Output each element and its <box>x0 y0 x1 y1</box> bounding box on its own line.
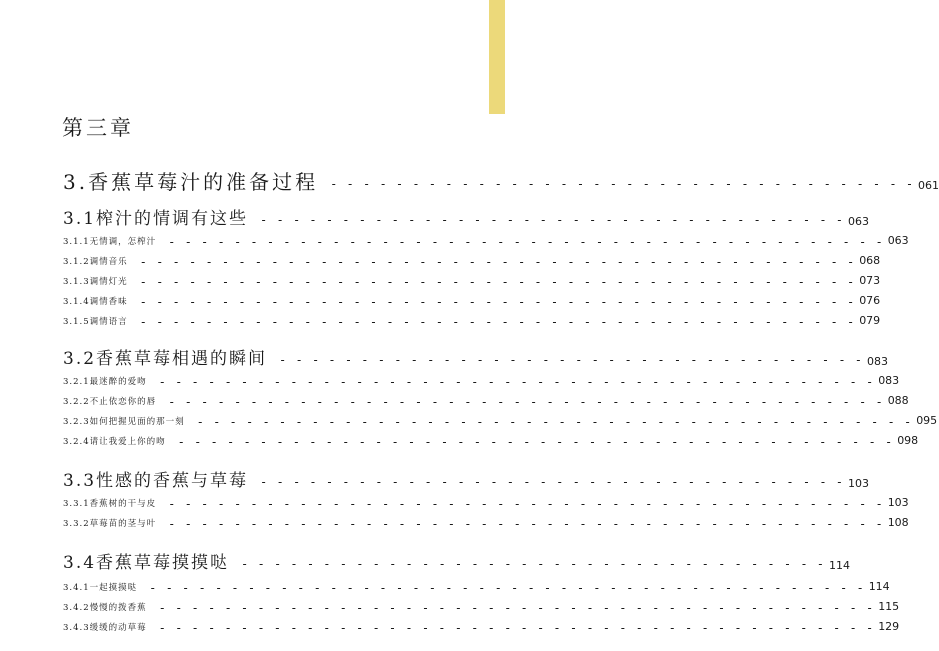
dash-leader: - - - - - - - - - - - - - - - - - - - - - - - - - - - - - - - - - - - - - - - - - - - - <box>158 375 875 389</box>
toc-entry-item[interactable] <box>63 516 909 531</box>
toc-entry-subsection[interactable] <box>63 466 869 491</box>
dash-leader: - - - - - - - - - - - - - - - - - - - - - - - - - - - - - - - - - - - - - - - - - - - - <box>168 517 884 531</box>
toc-entry-item[interactable] <box>63 294 881 309</box>
toc-entry-title: 3.2香蕉草莓相遇的瞬间 <box>63 349 268 369</box>
toc-entry-title: 3.2.1最迷醉的爱吻 <box>63 377 147 387</box>
toc-entry-page: 083 <box>867 355 888 368</box>
toc-entry-subsection[interactable] <box>63 548 850 573</box>
dash-leader: - - - - - - - - - - - - - - - - - - - - - - - - - - - - - - - - - - - - - - - - - - - - <box>168 235 884 249</box>
toc-entry-title: 3.3性感的香蕉与草莓 <box>63 471 249 491</box>
toc-entry-title: 3.3.2草莓苗的茎与叶 <box>63 519 157 529</box>
toc-entry-title: 3.3.1香蕉树的干与皮 <box>63 499 157 509</box>
toc-entry-item[interactable] <box>63 620 900 635</box>
dash-leader: - - - - - - - - - - - - - - - - - - - - - - - - - - - - - - - - - - - - - - - - - - - - <box>158 601 875 615</box>
chapter-title: 第三章 <box>62 116 134 140</box>
toc-entry-title: 3.2.3如何把握见面的那一刻 <box>63 417 185 427</box>
toc-entry-page: 073 <box>859 274 881 287</box>
dash-leader: - - - - - - - - - - - - - - - - - - - - - - - - - - - - - - - - - - - - <box>260 475 844 489</box>
dash-leader: - - - - - - - - - - - - - - - - - - - - - - - - - - - - - - - - - - - - - - - - - - - - <box>149 581 865 595</box>
toc-entry-item[interactable] <box>63 394 909 409</box>
toc-entry-page: 079 <box>859 314 881 327</box>
toc-entry-item[interactable] <box>63 374 900 389</box>
toc-entry-title: 3.4.1一起摸摸哒 <box>63 583 138 593</box>
toc-entry-page: 068 <box>859 254 881 267</box>
dash-leader: - - - - - - - - - - - - - - - - - - - - - - - - - - - - - - - - - - - - <box>330 177 915 191</box>
dash-leader: - - - - - - - - - - - - - - - - - - - - - - - - - - - - - - - - - - - - - - - - - - - - <box>177 435 894 449</box>
toc-entry-title: 3.4香蕉草莓摸摸哒 <box>63 553 230 573</box>
toc-entry-page: 083 <box>878 374 900 387</box>
toc-entry-page: 076 <box>859 294 881 307</box>
toc-entry-item[interactable] <box>63 274 881 289</box>
toc-entry-title: 3.1.5调情语言 <box>63 317 128 327</box>
toc-entry-page: 114 <box>868 580 890 593</box>
toc-entry-page: 129 <box>878 620 900 633</box>
toc-entry-page: 095 <box>916 414 938 427</box>
toc-entry-subsection[interactable] <box>63 344 888 369</box>
toc-entry-item[interactable] <box>63 600 900 615</box>
toc-entry-title: 3.香蕉草莓汁的准备过程 <box>63 170 319 194</box>
toc-entry-title: 3.1.4调情香味 <box>63 297 128 307</box>
toc-entry-page: 063 <box>887 234 909 247</box>
toc-entry-page: 103 <box>887 496 909 509</box>
toc-entry-title: 3.2.4请让我爱上你的吻 <box>63 437 166 447</box>
toc-entry-page: 108 <box>887 516 909 529</box>
toc-entry-item[interactable] <box>63 314 881 329</box>
dash-leader: - - - - - - - - - - - - - - - - - - - - - - - - - - - - - - - - - - - - <box>260 213 844 227</box>
dash-leader: - - - - - - - - - - - - - - - - - - - - - - - - - - - - - - - - - - - - - - - - - - - - <box>139 315 856 329</box>
toc-entry-page: 061 <box>918 179 939 192</box>
toc-entry-title: 3.1.3调情灯光 <box>63 277 128 287</box>
toc-entry-title: 3.2.2不止依恋你的唇 <box>63 397 157 407</box>
toc-entry-page: 115 <box>878 600 900 613</box>
toc-entry-page: 088 <box>887 394 909 407</box>
toc-entry-item[interactable] <box>63 254 881 269</box>
page-edge-tab <box>489 0 505 114</box>
dash-leader: - - - - - - - - - - - - - - - - - - - - - - - - - - - - - - - - - - - - - - - - - - - - <box>139 275 856 289</box>
toc-entry-title: 3.1.2调情音乐 <box>63 257 128 267</box>
toc-entry-page: 063 <box>848 215 869 228</box>
toc-entry-item[interactable] <box>63 580 890 595</box>
toc-entry-item[interactable] <box>63 496 909 511</box>
toc-entry-page: 114 <box>829 559 850 572</box>
toc-entry-title: 3.4.2慢慢的拨香蕉 <box>63 603 147 613</box>
dash-leader: - - - - - - - - - - - - - - - - - - - - - - - - - - - - - - - - - - - - - - - - - - - - <box>139 255 856 269</box>
toc-entry-item[interactable] <box>63 434 919 449</box>
toc-entry-page: 098 <box>897 434 919 447</box>
toc-entry-item[interactable] <box>63 234 909 249</box>
dash-leader: - - - - - - - - - - - - - - - - - - - - - - - - - - - - - - - - - - - - - - - - - - - - <box>168 497 884 511</box>
dash-leader: - - - - - - - - - - - - - - - - - - - - - - - - - - - - - - - - - - - - <box>241 557 825 571</box>
toc-entry-page: 103 <box>848 477 869 490</box>
toc-entry-section[interactable] <box>63 166 939 195</box>
dash-leader: - - - - - - - - - - - - - - - - - - - - - - - - - - - - - - - - - - - - - - - - - - - - <box>139 295 856 309</box>
dash-leader: - - - - - - - - - - - - - - - - - - - - - - - - - - - - - - - - - - - - - - - - - - - - <box>168 395 884 409</box>
toc-entry-subsection[interactable] <box>63 204 869 229</box>
toc-entry-item[interactable] <box>63 414 938 429</box>
dash-leader: - - - - - - - - - - - - - - - - - - - - - - - - - - - - - - - - - - - - - - - - - - - - <box>158 621 875 635</box>
dash-leader: - - - - - - - - - - - - - - - - - - - - - - - - - - - - - - - - - - - - - - - - - - - - <box>196 415 913 429</box>
toc-entry-title: 3.4.3缓缓的动草莓 <box>63 623 147 633</box>
toc-entry-title: 3.1.1无情调，怎榨汁 <box>63 237 157 247</box>
dash-leader: - - - - - - - - - - - - - - - - - - - - - - - - - - - - - - - - - - - - <box>279 353 863 367</box>
toc-entry-title: 3.1榨汁的情调有这些 <box>63 209 249 229</box>
